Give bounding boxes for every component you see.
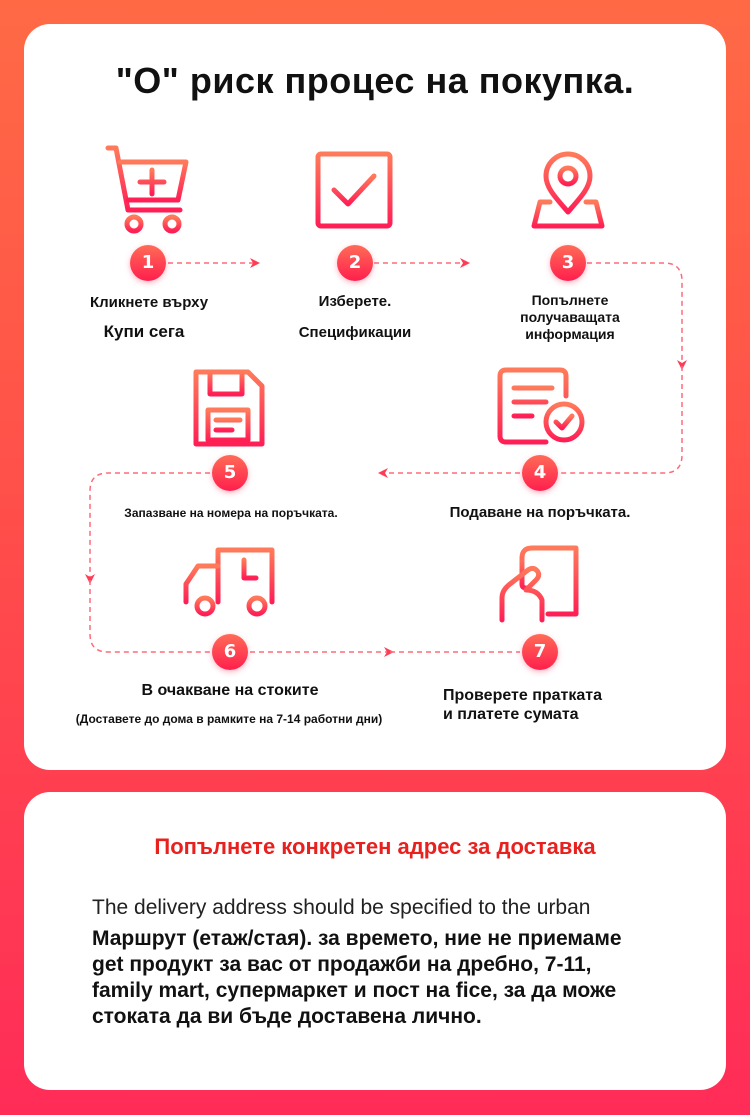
- save-disk-icon: [192, 368, 266, 448]
- step-4-badge: 4: [522, 455, 558, 491]
- step-5-label: Запазване на номера на поръчката.: [124, 506, 338, 520]
- step-4-label: Подаване на поръчката.: [449, 504, 631, 521]
- step-2-badge: 2: [337, 245, 373, 281]
- delivery-truck-icon: [182, 544, 278, 620]
- step-3-label-line1: Попълнете: [531, 292, 609, 308]
- step-6-label-line2: (Доставете до дома в рамките на 7-14 работни дни): [75, 712, 383, 726]
- step-3-label-line2: получаващата: [520, 309, 620, 325]
- location-pin-icon: [530, 150, 606, 230]
- step-6-label-line1: В очакване на стоките: [141, 682, 319, 699]
- step-2-label-line2: Спецификации: [298, 324, 412, 341]
- step-7-label-line1: Проверете пратката: [443, 687, 603, 704]
- checkbox-icon: [314, 150, 396, 230]
- step-1-badge: 1: [130, 245, 166, 281]
- address-english-note: The delivery address should be specified to the urban: [92, 896, 591, 919]
- step-7-badge: 7: [522, 634, 558, 670]
- step-3-label-line3: информация: [525, 326, 615, 342]
- order-form-check-icon: [496, 366, 588, 448]
- hand-receive-package-icon: [498, 544, 582, 624]
- step-2-label-line1: Изберете.: [318, 293, 392, 310]
- step-3-badge: 3: [550, 245, 586, 281]
- step-6-badge: 6: [212, 634, 248, 670]
- address-bulgarian-note: Маршрут (етаж/стая). за времето, ние не приемаме get продукт за вас от продажби на дребно, 7-11, family mart, супермаркет и пост на fice, за да може стоката да ви бъде доставена лично.: [92, 927, 622, 1028]
- page-title: "О" риск процес на покупка.: [115, 60, 635, 101]
- step-1-label-line1: Кликнете върху: [89, 294, 209, 311]
- address-heading: Попълнете конкретен адрес за доставка: [154, 834, 596, 859]
- step-7-label-line2: и платете сумата: [443, 706, 579, 723]
- step-1-label-line2: Купи сега: [103, 322, 185, 341]
- shopping-cart-icon: [104, 144, 194, 236]
- step-5-badge: 5: [212, 455, 248, 491]
